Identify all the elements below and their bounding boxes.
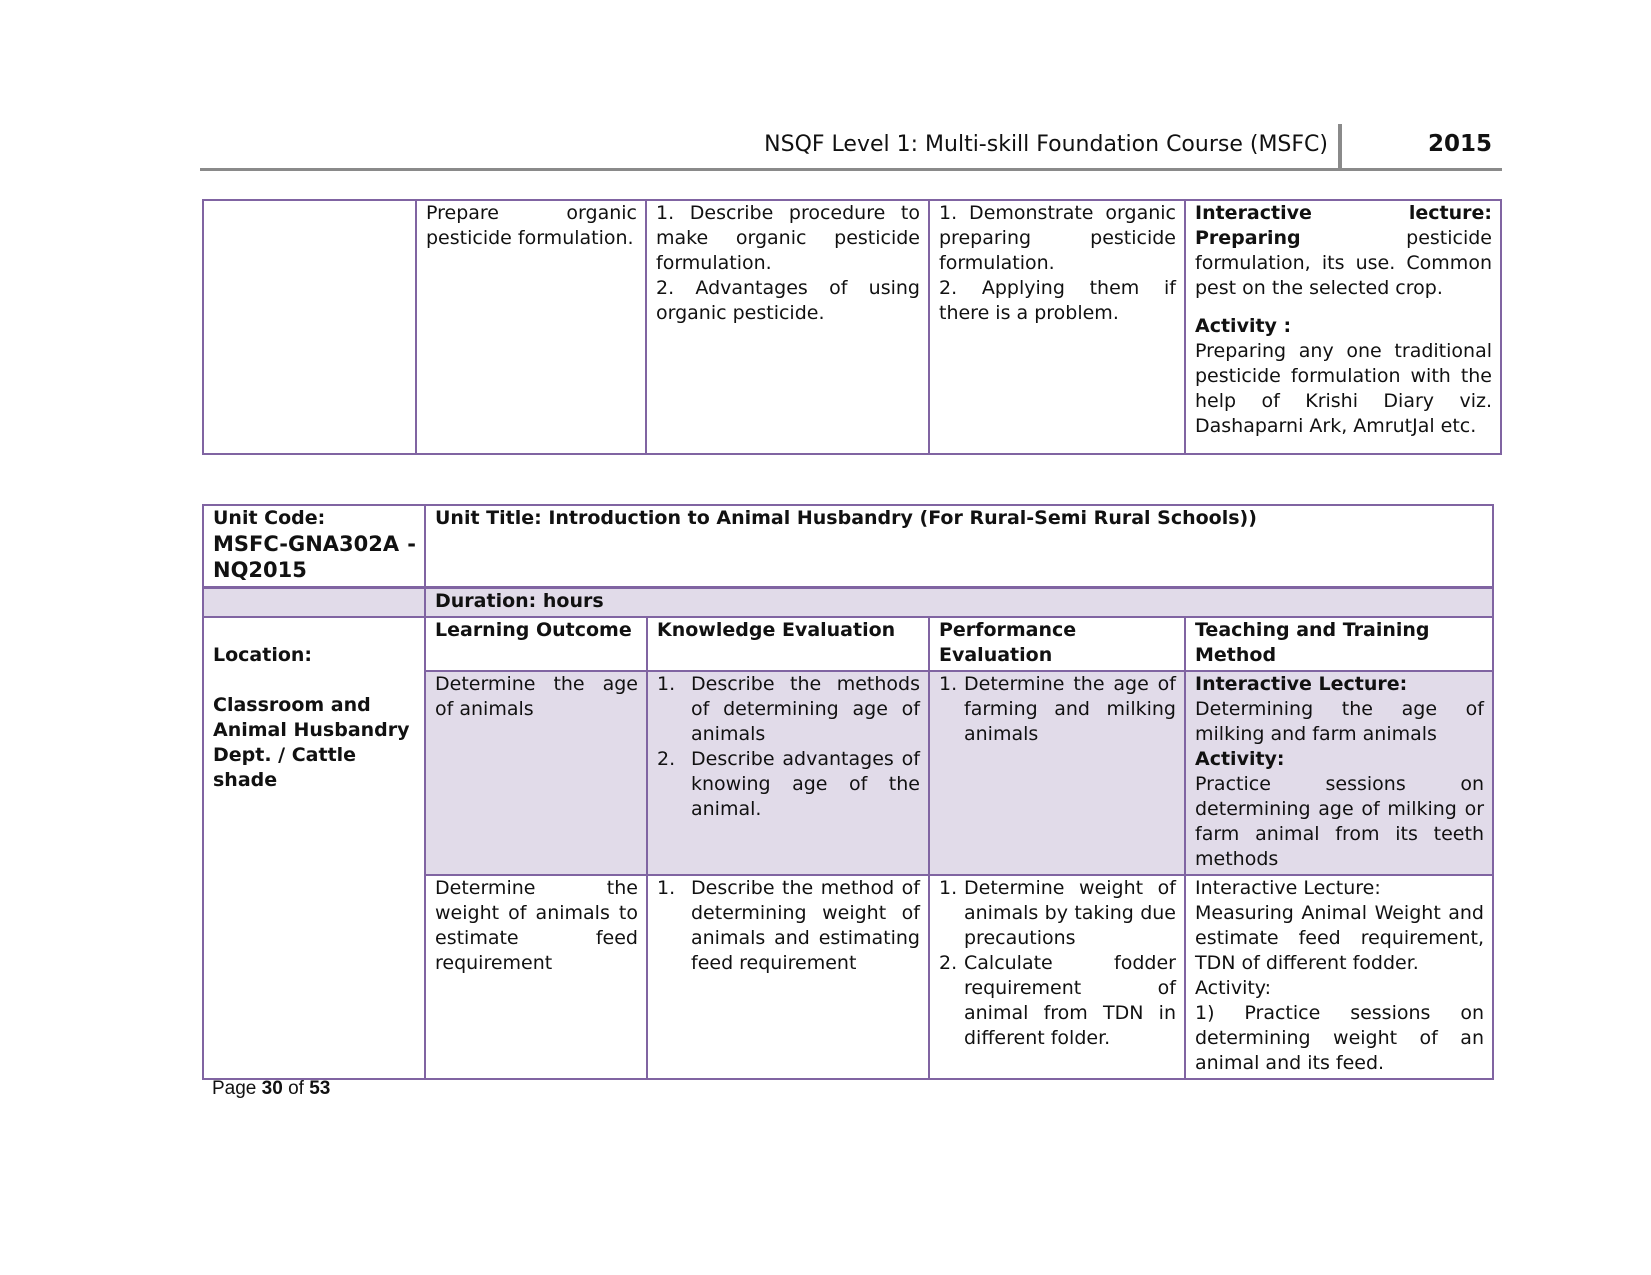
outcome-age: Determine the age of animals — [425, 671, 647, 875]
page-prefix: Page — [212, 1078, 257, 1099]
header-title: NSQF Level 1: Multi-skill Foundation Course (MSFC) — [764, 132, 1328, 157]
location-cell — [203, 617, 425, 1079]
header-performance-evaluation: Performance Evaluation — [929, 617, 1185, 671]
method-line: Activity: — [1195, 747, 1285, 770]
list-item: 2. Describe advantages of knowing age of the animal. — [657, 747, 920, 820]
activity-label: Activity : — [1195, 315, 1292, 337]
performance-item: 1. Demonstrate organic preparing pesticide formulation. — [939, 202, 1176, 274]
method-line: Measuring Animal Weight and estimate feed requirement, TDN of different fodder. — [1195, 901, 1484, 974]
activity-text: Preparing any one traditional pesticide formulation with the help of Krishi Diary viz. Dashaparni Ark, AmrutJal etc. — [1195, 340, 1492, 437]
header-learning-outcome: Learning Outcome — [425, 617, 647, 671]
knowledge-evaluation-cell — [646, 200, 929, 454]
list-item: 1. Describe the method of determining weight of animals and estimating feed requirement — [657, 876, 920, 974]
location-label: Location: — [213, 643, 313, 666]
unit-title: Unit Title: Introduction to Animal Husbandry (For Rural-Semi Rural Schools)) — [425, 505, 1493, 587]
method-heading-2: Preparing — [1195, 227, 1301, 249]
list-item: 2. Calculate fodder requirement of animal from TDN in different folder. — [939, 951, 1176, 1049]
method-line: Interactive Lecture: — [1195, 876, 1381, 899]
performance-item: 2. Applying them if there is a problem. — [939, 277, 1176, 324]
page-header — [200, 124, 1502, 171]
page-number: 30 — [261, 1078, 283, 1099]
list-item: 1. Describe the methods of determining age of animals — [657, 672, 920, 745]
page-of: of — [288, 1078, 304, 1099]
header-year: 2015 — [1427, 131, 1492, 157]
performance-weight-cell — [929, 875, 1185, 1079]
method-line: Determining the age of milking and farm animals — [1195, 697, 1484, 745]
performance-age-cell — [929, 671, 1185, 875]
method-line: Activity: — [1195, 976, 1272, 999]
unit-code-cell — [203, 505, 425, 587]
knowledge-age-cell — [647, 671, 929, 875]
method-age-cell — [1185, 671, 1493, 875]
knowledge-item: 2. Advantages of using organic pesticide. — [656, 277, 920, 324]
duration: Duration: hours — [425, 587, 1493, 617]
performance-evaluation-cell — [929, 200, 1185, 454]
method-heading: Interactive lecture: — [1195, 202, 1492, 224]
teaching-method-cell — [1185, 200, 1501, 454]
outcome-weight: Determine the weight of animals to estimate feed requirement — [425, 875, 647, 1079]
pesticide-table — [202, 199, 1502, 455]
location-text: Classroom and Animal Husbandry Dept. / Cattle shade — [213, 693, 410, 791]
header-separator — [1338, 124, 1342, 168]
unit-table — [202, 504, 1494, 1080]
knowledge-item: 1. Describe procedure to make organic pesticide formulation. — [656, 202, 920, 274]
empty-cell — [203, 200, 416, 454]
method-text: pesticide formulation, its use. Common pest on the selected crop. — [1195, 227, 1492, 299]
learning-outcome-cell: Prepare organic pesticide formulation. — [416, 200, 646, 454]
unit-code-label: Unit Code: — [213, 507, 326, 529]
knowledge-weight-cell — [647, 875, 929, 1079]
header-knowledge-evaluation: Knowledge Evaluation — [647, 617, 929, 671]
duration-spacer — [203, 587, 425, 617]
unit-code: MSFC-GNA302A - NQ2015 — [213, 532, 416, 582]
method-line: Interactive Lecture: — [1195, 672, 1408, 695]
method-line: Practice sessions on determining age of milking or farm animal from its teeth methods — [1195, 772, 1484, 870]
method-line: 1) Practice sessions on determining weight of an animal and its feed. — [1195, 1001, 1484, 1074]
list-item: 1. Determine weight of animals by taking due precautions — [939, 876, 1176, 949]
header-teaching-method: Teaching and Training Method — [1185, 617, 1493, 671]
method-weight-cell — [1185, 875, 1493, 1079]
page-footer — [212, 1076, 330, 1101]
list-item: 1. Determine the age of farming and milking animals — [939, 672, 1176, 745]
page-total: 53 — [309, 1078, 331, 1099]
